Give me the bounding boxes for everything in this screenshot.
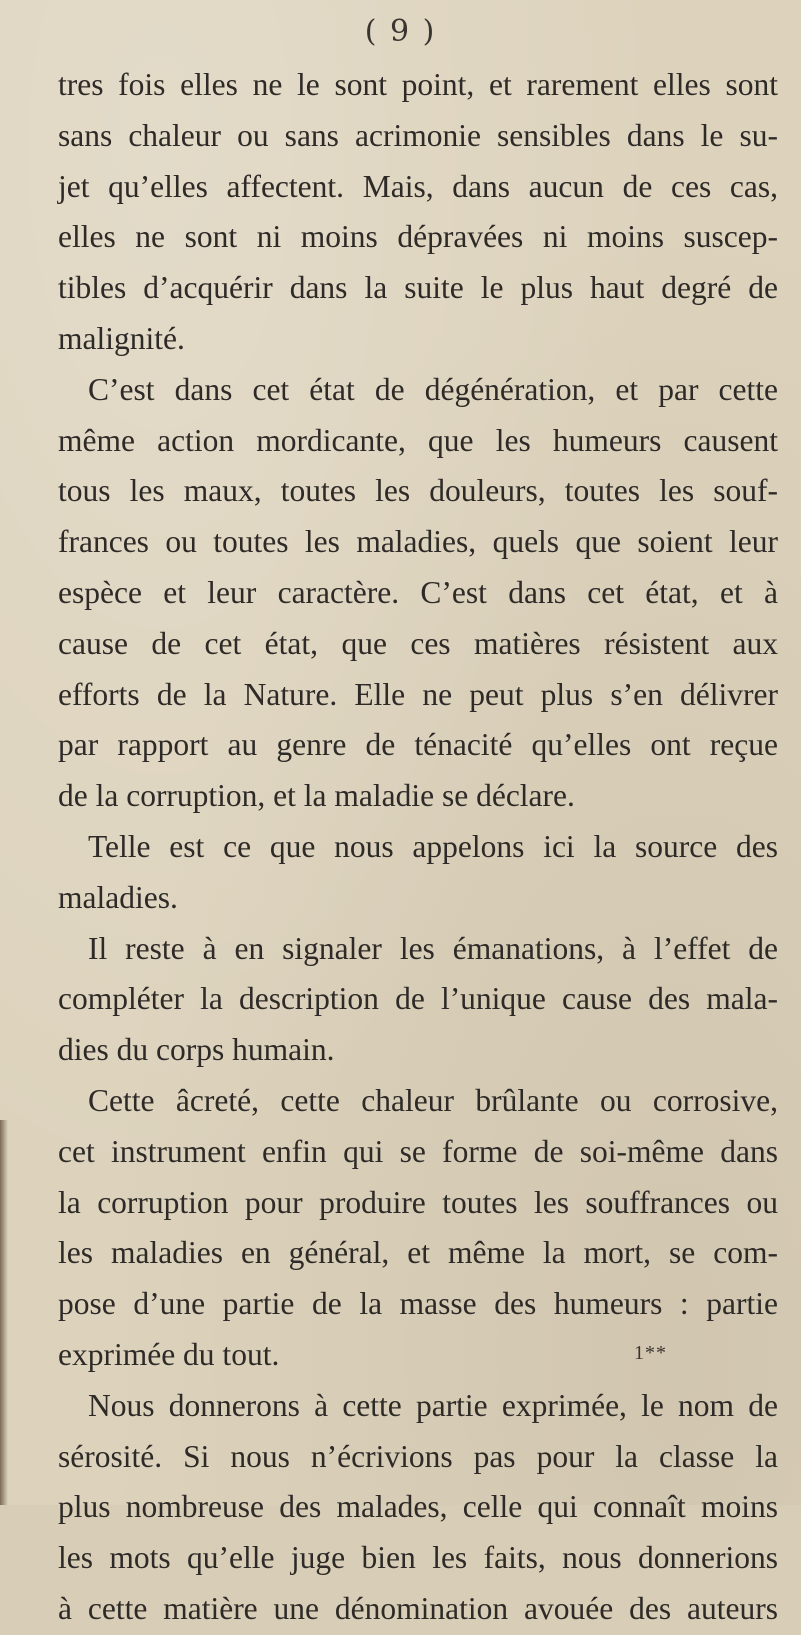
text-line: tous les maux, toutes les douleurs, toutes les souf- (58, 473, 778, 509)
text-line: Nous donnerons à cette partie exprimée, le nom de (88, 1387, 778, 1423)
text-line: frances ou toutes les maladies, quels que soient leur (58, 524, 778, 560)
text-line: espèce et leur caractère. C’est dans cet état, et à (58, 574, 778, 610)
text-line: Cette âcreté, cette chaleur brûlante ou corrosive, (88, 1082, 778, 1118)
text-line: sans chaleur ou sans acrimonie sensibles dans le su- (58, 117, 778, 153)
text-line: la corruption pour produire toutes les souffrances ou (58, 1184, 778, 1220)
text-line: même action mordicante, que les humeurs causent (58, 422, 778, 458)
text-line: jet qu’elles affectent. Mais, dans aucun de ces cas, (58, 168, 778, 204)
text-line: pose d’une partie de la masse des humeurs : partie (58, 1286, 778, 1322)
text-line: sérosité. Si nous n’écrivions pas pour la classe la (58, 1438, 778, 1474)
text-line: plus nombreuse des malades, celle qui connaît moins (58, 1489, 778, 1525)
text-line: cause de cet état, que ces matières résistent aux (58, 625, 778, 661)
text-line: efforts de la Nature. Elle ne peut plus s’en délivrer (58, 676, 778, 712)
page-number: ( 9 ) (364, 14, 437, 49)
text-line: Telle est ce que nous appelons ici la source des (88, 828, 778, 864)
page-edge-shadow (0, 1120, 8, 1505)
text-line: cet instrument enfin qui se forme de soi-même dans (58, 1133, 778, 1169)
text-line: tres fois elles ne le sont point, et rarement elles sont (58, 67, 778, 102)
text-line: C’est dans cet état de dégénération, et par cette (88, 371, 778, 407)
signature-mark: 1** (634, 1342, 667, 1364)
text-line: elles ne sont ni moins dépravées ni moins suscep- (58, 219, 778, 255)
text-line: tibles d’acquérir dans la suite le plus haut degré de (58, 270, 778, 306)
text-line: de la corruption, et la maladie se déclare. (58, 778, 575, 814)
text-line: les mots qu’elle juge bien les faits, nous donnerions (58, 1540, 778, 1576)
text-line: les maladies en général, et même la mort, se com- (58, 1235, 778, 1271)
text-line: compléter la description de l’unique cause des mala- (58, 981, 778, 1017)
text-line: maladies. (58, 879, 178, 915)
text-line: par rapport au genre de ténacité qu’elles ont reçue (58, 727, 778, 763)
text-line: Il reste à en signaler les émanations, à l’effet de (88, 930, 778, 966)
text-line: malignité. (58, 320, 185, 356)
text-line: exprimée du tout. (58, 1336, 280, 1372)
text-line: à cette matière une dénomination avouée des auteurs (58, 1590, 778, 1626)
body-text (58, 60, 778, 1635)
text-line: dies du corps humain. (58, 1032, 335, 1068)
